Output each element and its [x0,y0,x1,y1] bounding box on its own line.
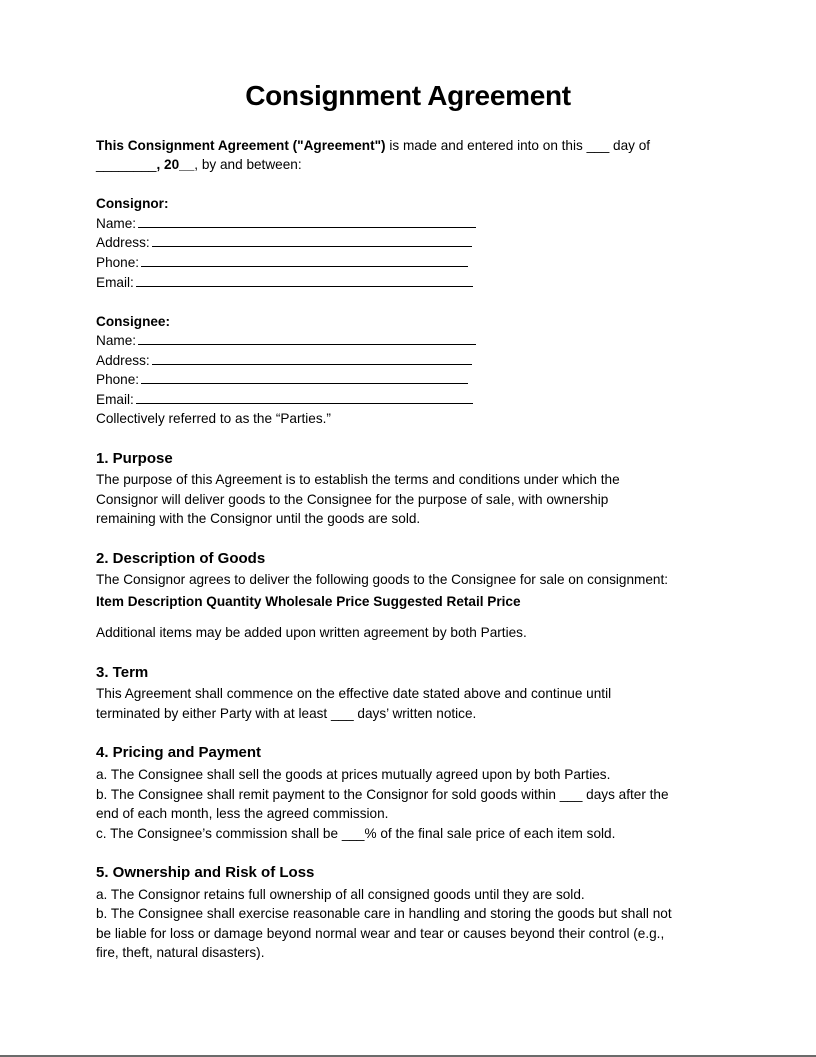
consignor-address-input[interactable] [152,233,472,247]
section-text: b. The Consignee shall exercise reasonable care in handling and storing the goods but shall not [96,906,672,921]
section-heading-description-of-goods: 2. Description of Goods [96,550,266,567]
section-text: This Agreement shall commence on the effective date stated above and continue until [96,686,612,701]
field-label: Email: [96,392,134,407]
consignee-phone-input[interactable] [141,370,468,384]
section-text: end of each month, less the agreed commission. [96,806,389,821]
consignee-heading: Consignee: [96,314,171,329]
section-heading-term: 3. Term [96,664,149,681]
section-text: Consignor will deliver goods to the Consignee for the purpose of sale, with ownership [96,492,609,507]
section-text: The Consignor agrees to deliver the following goods to the Consignee for sale on consignment: [96,572,669,587]
field-label: Name: [96,216,137,231]
consignee-address-input[interactable] [152,351,472,365]
consignor-email-input[interactable] [136,273,473,287]
intro-bold-lead: This Consignment Agreement ("Agreement") [96,138,386,153]
consignor-name-input[interactable] [138,214,476,228]
month-blank[interactable]: ________ [96,157,157,172]
section-heading-pricing-and-payment: 4. Pricing and Payment [96,744,262,761]
section-text: fire, theft, natural disasters). [96,945,265,960]
consignee-email-field[interactable] [96,390,473,409]
consignor-phone-field[interactable] [96,253,468,272]
consignee-name-input[interactable] [138,331,476,345]
intro-text-1: is made and entered into on this [385,138,587,153]
consignee-email-input[interactable] [136,390,473,404]
consignee-phone-field[interactable] [96,370,468,389]
section-text: terminated by either Party with at least ___ days’ written notice. [96,706,477,721]
section-text: remaining with the Consignor until the goods are sold. [96,511,421,526]
section-text: c. The Consignee’s commission shall be ___% of the final sale price of each item sold. [96,826,616,841]
section-text: a. The Consignor retains full ownership of all consigned goods until they are sold. [96,887,585,902]
consignor-heading: Consignor: [96,196,169,211]
document-title: Consignment Agreement [245,80,571,111]
year-prefix: , 20 [156,157,180,172]
intro-text-2: day of [609,138,651,153]
section-text: The purpose of this Agreement is to establish the terms and conditions under which the [96,472,620,487]
consignor-phone-input[interactable] [141,253,468,267]
consignee-address-field[interactable] [96,351,472,370]
consignor-address-field[interactable] [96,233,472,252]
consignor-name-field[interactable] [96,214,476,233]
section-text: b. The Consignee shall remit payment to the Consignor for sold goods within ___ days after the [96,787,669,802]
consignee-name-field[interactable] [96,331,476,350]
day-blank[interactable]: ___ [586,138,610,153]
field-label: Phone: [96,372,140,387]
field-label: Name: [96,333,137,348]
collective-note: Collectively referred to as the “Parties.” [96,411,331,426]
goods-table-header: Item Description Quantity Wholesale Price Suggested Retail Price [96,594,521,609]
section-heading-ownership-and-risk: 5. Ownership and Risk of Loss [96,864,315,881]
field-label: Email: [96,275,134,290]
intro-line-2 [96,155,302,174]
consignor-email-field[interactable] [96,273,473,292]
section-text: a. The Consignee shall sell the goods at prices mutually agreed upon by both Parties. [96,767,611,782]
field-label: Address: [96,353,150,368]
section-heading-purpose: 1. Purpose [96,450,173,467]
section-text: be liable for loss or damage beyond normal wear and tear or causes beyond their control (e.g., [96,926,665,941]
year-blank[interactable]: __ [179,157,195,172]
field-label: Phone: [96,255,140,270]
intro-line-1 [96,136,650,155]
intro-text-3: , by and between: [194,157,302,172]
goods-note: Additional items may be added upon written agreement by both Parties. [96,625,527,640]
field-label: Address: [96,235,150,250]
